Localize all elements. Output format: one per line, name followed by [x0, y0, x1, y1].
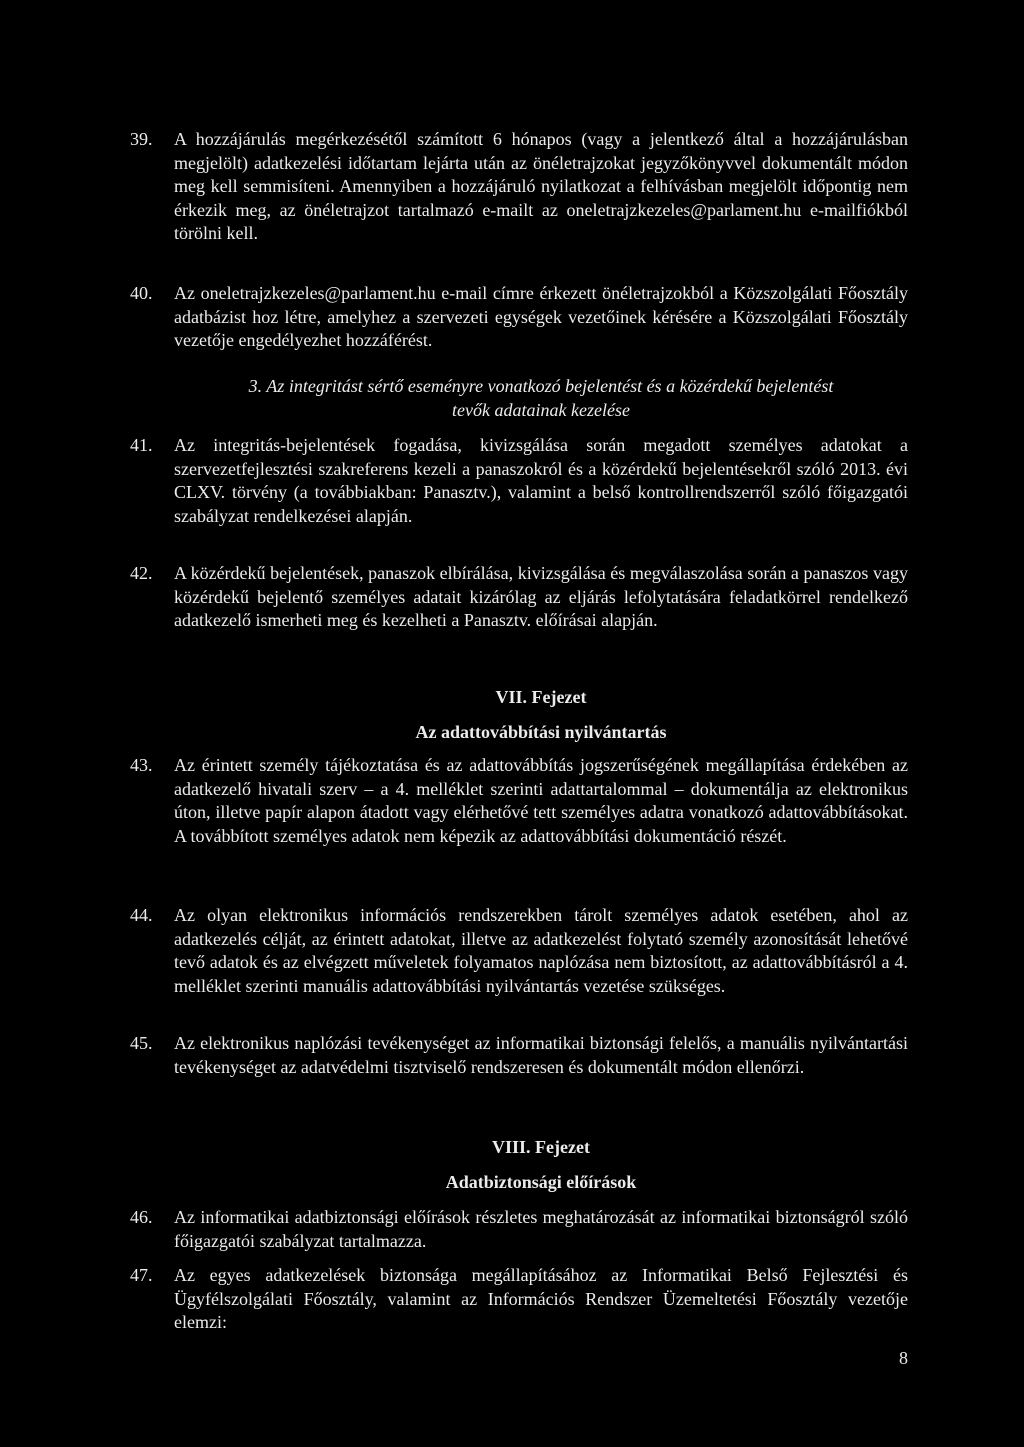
paragraph-number: 41. — [130, 435, 153, 455]
paragraph-42 — [130, 562, 908, 633]
paragraph-number: 44. — [130, 905, 153, 925]
paragraph-44 — [130, 904, 908, 998]
paragraph-text: Az oneletrajzkezeles@parlament.hu e-mail címre érkezett önéletrajzokból a Közszolgálati Főosztály adatbázist hoz létre, amelyhez a szervezeti egységek vezetőinek kérésére a Közszolgálati Főosztály vezetője engedélyezhet hozzáférést. — [174, 283, 908, 350]
chapter-number: VIII. Fejezet — [492, 1137, 590, 1157]
subsection-heading — [174, 375, 908, 422]
paragraph-text: A közérdekű bejelentések, panaszok elbírálása, kivizsgálása és megválaszolása során a panaszos vagy közérdekű bejelentő személyes adatait kizárólag az eljárás lefolytatására feladatkörrel rendelkező adatkezelő ismerheti meg és kezelheti a Panasztv. előírásai alapján. — [174, 563, 908, 630]
paragraph-number: 40. — [130, 283, 153, 303]
paragraph-number: 39. — [130, 129, 153, 149]
chapter-title: Adatbiztonsági előírások — [445, 1171, 637, 1192]
subsection-heading-line-1: 3. Az integritást sértő eseményre vonatkozó bejelentést és a közérdekű bejelentést — [248, 376, 834, 396]
paragraph-number: 42. — [130, 563, 153, 583]
paragraph-number: 46. — [130, 1207, 153, 1227]
paragraph-43 — [130, 754, 908, 848]
paragraph-45 — [130, 1032, 908, 1079]
paragraph-text: Az informatikai adatbiztonsági előírások részletes meghatározását az informatikai biztonságról szóló főigazgatói szabályzat tartalmazza. — [174, 1207, 908, 1251]
paragraph-text: Az egyes adatkezelések biztonsága megállapításához az Informatikai Belső Fejlesztési és Ügyfélszolgálati Főosztály, valamint az Információs Rendszer Üzemeltetési Főosztály vezetője elemzi: — [174, 1265, 908, 1332]
paragraph-number: 47. — [130, 1265, 153, 1285]
paragraph-41 — [130, 434, 908, 528]
paragraph-text: Az olyan elektronikus információs rendszerekben tárolt személyes adatok esetében, ahol az adatkezelés célját, az érintett adatokat, illetve az adatkezelést folytató személy azonosítását lehetővé tevő adatok és az elvégzett műveletek folyamatos naplózása nem biztosított, az adattovábbításról a 4. melléklet szerinti manuális adattovábbítási nyilvántartás vezetése szükséges. — [174, 905, 908, 996]
paragraph-number: 43. — [130, 755, 153, 775]
chapter-heading-viii — [174, 1136, 908, 1194]
paragraph-text: A hozzájárulás megérkezésétől számított 6 hónapos (vagy a jelentkező által a hozzájárulásban megjelölt) adatkezelési időtartam lejárta után az önéletrajzokat jegyzőkönyvvel dokumentált módon meg kell semmisíteni. Amennyiben a hozzájáruló nyilatkozat a felhívásban megjelölt időpontig nem érkezik meg, az önéletrajzot tartalmazó e-mailt az oneletrajzkezeles@parlament.hu e-mailfiókból törölni kell. — [174, 129, 908, 243]
paragraph-text: Az elektronikus naplózási tevékenységet az informatikai biztonsági felelős, a manuális nyilvántartási tevékenységet az adatvédelmi tisztviselő rendszeresen és dokumentált módon ellenőrzi. — [174, 1033, 908, 1077]
paragraph-text: Az integritás-bejelentések fogadása, kivizsgálása során megadott személyes adatokat a szervezetfejlesztési szakreferens kezeli a panaszokról és a közérdekű bejelentésekről szóló 2013. évi CLXV. törvény (a továbbiakban: Panasztv.), valamint a belső kontrollrendszerről szóló főigazgatói szabályzat rendelkezései alapján. — [174, 435, 908, 526]
chapter-heading-vii — [174, 686, 908, 744]
paragraph-number: 45. — [130, 1033, 153, 1053]
chapter-title: Az adattovábbítási nyilvántartás — [415, 721, 667, 742]
page-number: 8 — [899, 1348, 908, 1368]
chapter-number: VII. Fejezet — [495, 687, 587, 707]
paragraph-39 — [130, 128, 908, 246]
paragraph-text: Az érintett személy tájékoztatása és az adattovábbítás jogszerűségének megállapítása érdekében az adatkezelő hivatali szerv – a 4. melléklet szerinti adattartalommal – dokumentálja az elektronikus úton, illetve papír alapon átadott vagy elérhetővé tett személyes adatra vonatkozó adattovábbításokat. A továbbított személyes adatok nem képezik az adattovábbítási dokumentáció részét. — [174, 755, 908, 846]
subsection-heading-line-2: tevők adatainak kezelése — [452, 399, 630, 420]
paragraph-40 — [130, 282, 908, 353]
paragraph-47 — [130, 1264, 908, 1335]
paragraph-46 — [130, 1206, 908, 1253]
